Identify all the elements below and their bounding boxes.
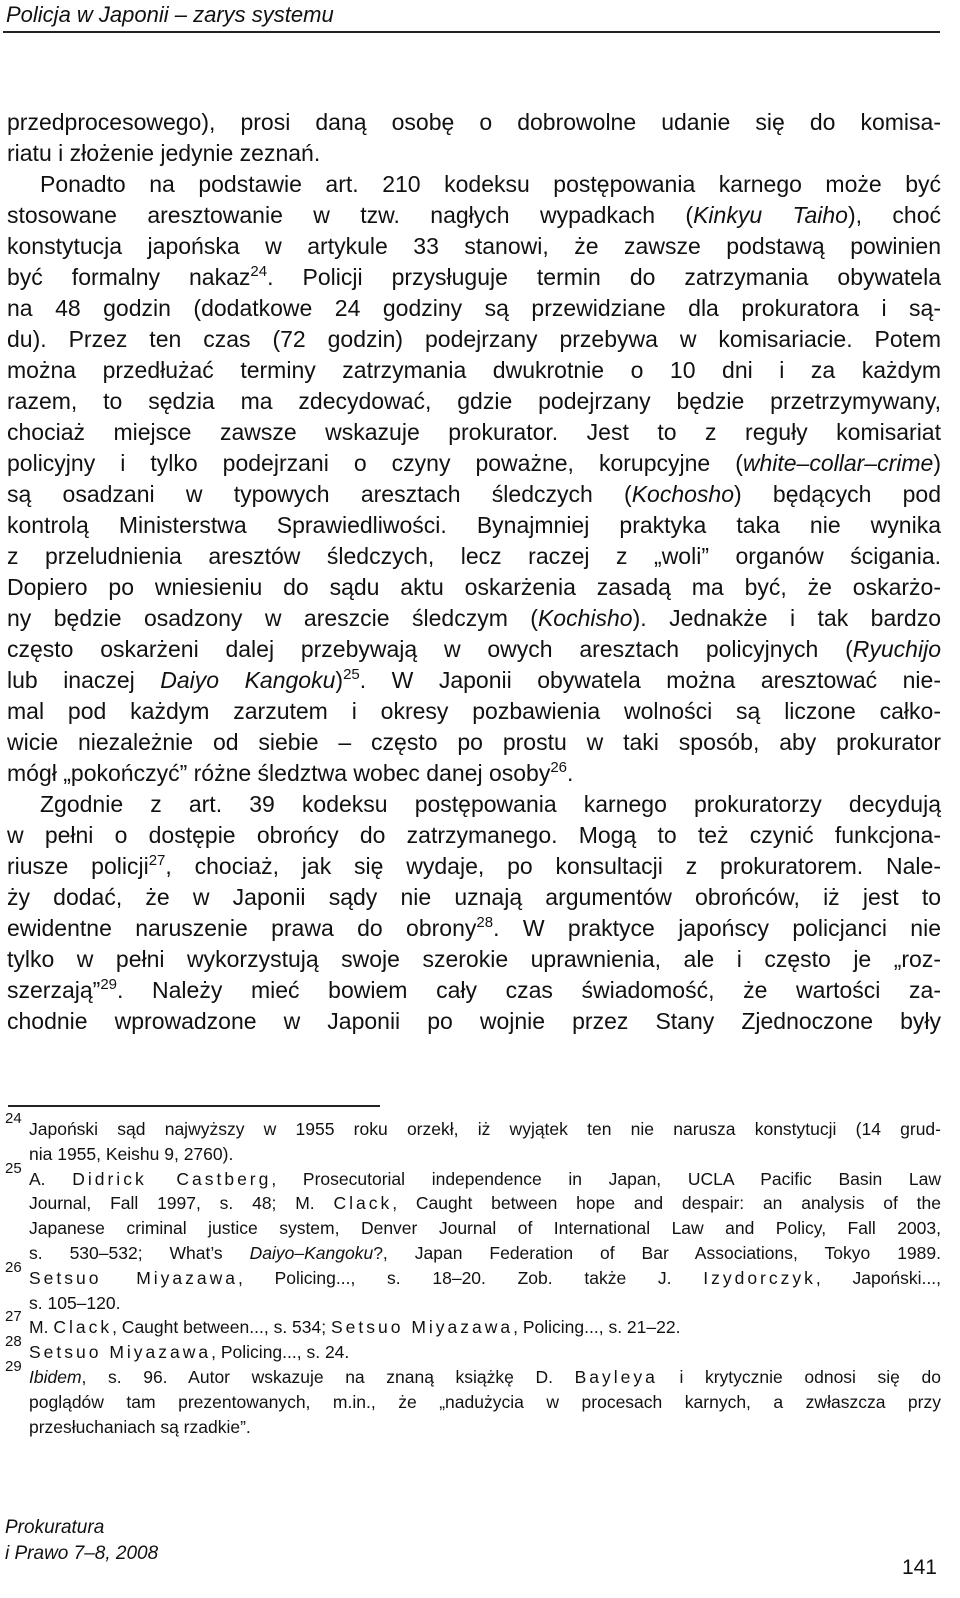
text-line: szerzają”$^{29}$. Należy mieć bowiem cały czas świadomość, że wartości za-	[7, 976, 941, 1003]
footnote-ref: 28	[476, 914, 494, 931]
text-line: lub inaczej Daiyo Kangoku)$^{25}$. W Japonii obywatela można aresztować nie-	[7, 666, 941, 693]
text-line: policyjny i tylko podejrzani o czyny poważne, korupcyjne (white–collar–crime)	[7, 450, 941, 476]
text-line: Dopiero po wniesieniu do sądu aktu oskarżenia zasadą ma być, że oskarżo-	[7, 574, 941, 600]
body-text	[7, 107, 941, 1037]
footnote-ref: 25	[343, 666, 360, 683]
text-line: konstytucja japońska w artykule 33 stanowi, że zawsze podstawą powinien	[7, 233, 941, 259]
paragraph-start: Ponadto na podstawie art. 210 kodeksu postępowania karnego może być	[40, 171, 941, 197]
footnote-ref: 26	[550, 759, 568, 776]
footnote-line: s. 530–532; What’s Daiyo–Kangoku?, Japan Federation of Bar Associations, Tokyo 1989.	[29, 1242, 941, 1263]
footnote-28: 28 Setsuo Miyazawa, Policing..., s. 24.	[5, 1333, 350, 1363]
text-line: ży dodać, że w Japonii sądy nie uznają argumentów obrońców, iż jest to	[7, 884, 941, 910]
page-number: 141	[901, 1556, 937, 1579]
footnote-line: Journal, Fall 1997, s. 48; M. Clack, Caught between hope and despair: an analysis of the	[29, 1193, 941, 1214]
journal-issue: i Prawo 7–8, 2008	[5, 1543, 159, 1564]
text-line: chodnie wprowadzone w Japonii po wojnie przez Stany Zjednoczone były	[7, 1008, 941, 1034]
text-line: przedprocesowego), prosi daną osobę o dobrowolne udanie się do komisa-	[7, 109, 941, 135]
text-line: tylko w pełni wykorzystują swoje szerokie uprawnienia, ale i często je „roz-	[7, 946, 941, 972]
text-line: mógł „pokończyć” różne śledztwa wobec danej osoby$^{26}$.	[7, 759, 574, 786]
footnote-29: 29 Ibidem, s. 96. Autor wskazuje na znaną książkę D. Bayleya i krytycznie odnosi się do	[5, 1357, 941, 1387]
text-line: można przedłużać terminy zatrzymania dwukrotnie o 10 dni i za każdym	[7, 357, 941, 383]
text-line: kontrolą Ministerstwa Sprawiedliwości. Bynajmniej praktyka taka nie wynika	[7, 512, 941, 538]
text-line: riusze policji$^{27}$, chociaż, jak się wydaje, po konsultacji z prokuratorem. Nale-	[7, 852, 941, 879]
footnote-number: 29	[5, 1357, 22, 1375]
footnote-line: przesłuchaniach są rzadkie”.	[29, 1416, 251, 1437]
text-line: na 48 godzin (dodatkowe 24 godziny są przewidziane dla prokuratora i są-	[7, 295, 941, 321]
text-line: wicie niezależnie od siebie – często po prostu w taki sposób, aby prokurator	[7, 729, 941, 755]
footnote-line: poglądów tam prezentowanych, m.in., że „nadużycia w procesach karnych, a zwłaszcza przy	[29, 1391, 941, 1412]
running-header-title: Policja w Japonii – zarys systemu	[6, 2, 334, 27]
footnote-25: 25 A. Didrick Castberg, Prosecutorial independence in Japan, UCLA Pacific Basin Law	[5, 1159, 941, 1189]
footnote-ref: 27	[148, 852, 166, 869]
text-line: być formalny nakaz$^{24}$. Policji przysługuje termin do zatrzymania obywatela	[7, 263, 941, 290]
footnote-26: 26 Setsuo Miyazawa, Policing..., s. 18–20. Zob. także J. Izydorczyk, Japoński...,	[5, 1258, 941, 1288]
journal-name	[5, 1515, 158, 1567]
text-line: razem, to sędzia ma zdecydować, gdzie podejrzany będzie przetrzymywany,	[7, 388, 941, 414]
header-rule	[3, 31, 940, 33]
text-line: ny będzie osadzony w areszcie śledczym (Kochisho). Jednakże i tak bardzo	[7, 605, 941, 631]
footnote-24: 24 Japoński sąd najwyższy w 1955 roku orzekł, iż wyjątek ten nie narusza konstytucji (14 grud-	[5, 1110, 941, 1139]
text-line: ewidentne naruszenie prawa do obrony$^{28}$. W praktyce japońscy policjanci nie	[7, 914, 941, 941]
footnote-number: 24	[5, 1110, 22, 1127]
footnote-number: 28	[5, 1333, 22, 1351]
footnote-number: 26	[5, 1258, 22, 1276]
paragraph-start: Zgodnie z art. 39 kodeksu postępowania karnego prokuratorzy decydują	[40, 791, 941, 817]
footnote-ref: 29	[100, 976, 117, 993]
footnotes	[5, 1110, 941, 1439]
footnote-line: Japanese criminal justice system, Denver Journal of International Law and Policy, Fall 2003,	[29, 1218, 941, 1239]
text-line: chociaż miejsce zawsze wskazuje prokurator. Jest to z reguły komisariat	[7, 419, 941, 445]
text-line: mal pod każdym zarzutem i okresy pozbawienia wolności są liczone całko-	[7, 698, 941, 724]
footnote-separator	[8, 1105, 380, 1107]
text-line: du). Przez ten czas (72 godzin) podejrzany przebywa w komisariacie. Potem	[7, 326, 941, 352]
text-line: w pełni o dostępie obrońcy do zatrzymanego. Mogą to też czynić funkcjona-	[7, 822, 941, 848]
text-line: stosowane aresztowanie w tzw. nagłych wypadkach (Kinkyu Taiho), choć	[7, 202, 941, 228]
footnote-line: s. 105–120.	[29, 1292, 121, 1313]
text-line: są osadzani w typowych aresztach śledczych (Kochosho) będących pod	[7, 481, 941, 507]
running-header	[0, 0, 944, 34]
footnote-number: 27	[5, 1308, 22, 1326]
page-footer	[5, 1515, 941, 1595]
journal-title: Prokuratura	[5, 1517, 105, 1538]
footnote-ref: 24	[250, 263, 268, 280]
text-line: często oskarżeni dalej przebywają w owych aresztach policyjnych (Ryuchijo	[7, 636, 941, 662]
footnote-line: nia 1955, Keishu 9, 2760).	[29, 1143, 234, 1164]
footnote-number: 25	[5, 1159, 22, 1177]
text-line: z przeludnienia aresztów śledczych, lecz raczej z „woli” organów ścigania.	[7, 543, 941, 569]
text-line: riatu i złożenie jedynie zeznań.	[7, 140, 321, 166]
footnote-27: 27 M. Clack, Caught between..., s. 534; Setsuo Miyazawa, Policing..., s. 21–22.	[5, 1308, 681, 1338]
